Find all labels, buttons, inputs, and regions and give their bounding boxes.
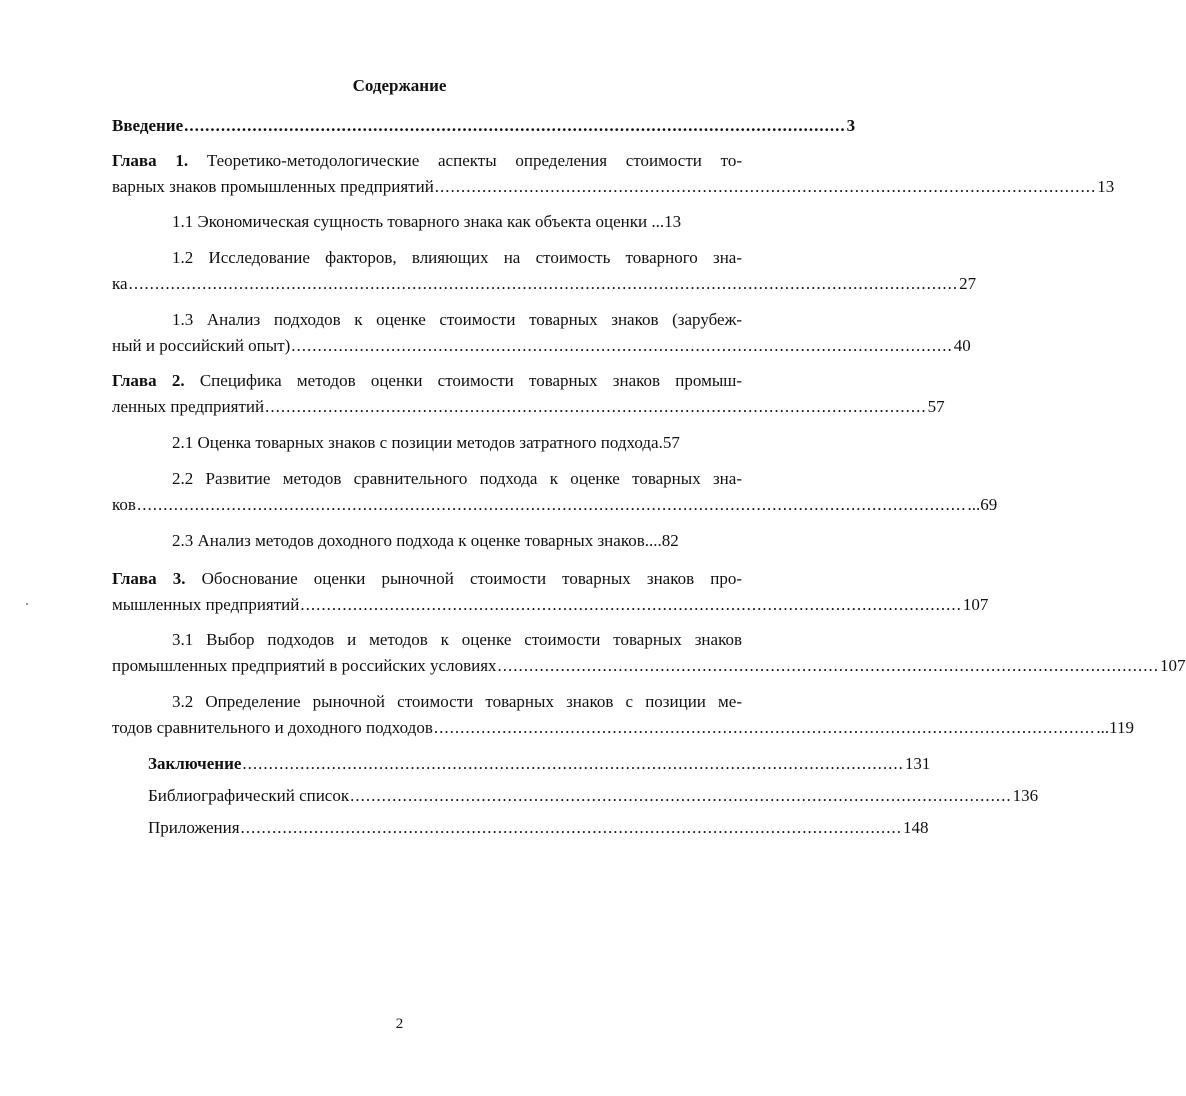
section-title-line2: ков (112, 495, 136, 514)
toc-leader-dots: .............................................................................................................................. (242, 754, 904, 773)
section-title-line2: промышленных предприятий в российских условиях (112, 656, 497, 675)
toc-entry-section-3-2 (172, 692, 742, 712)
toc-leader-dots: .............................................................................................................................. (434, 177, 1097, 196)
toc-leader-dots: .............................................................................................................................. (350, 786, 1012, 805)
toc-page-number: 40 (953, 336, 971, 355)
section-title-line2: ка (112, 274, 128, 293)
chapter-title-line1: Обоснование оценки рыночной стоимости товарных знаков про- (201, 569, 743, 588)
toc-entry-section-3-1 (172, 630, 742, 650)
section-title-line1: 1.2 Исследование факторов, влияющих на стоимость товарного зна- (172, 248, 742, 267)
toc-leader-dots: .............................................................................................................................. (497, 656, 1160, 675)
toc-entry-section-1-3 (172, 310, 742, 330)
toc-entry-section-2-1 (172, 433, 742, 453)
toc-page-number: 107 (1160, 656, 1186, 675)
toc-entry-section-1-1 (172, 212, 742, 232)
toc-entry-chapter-3-cont (112, 595, 989, 615)
chapter-label: Глава 2. (112, 371, 185, 390)
toc-label: Введение (112, 116, 184, 135)
chapter-title-line1: Теоретико-методологические аспекты определения стоимости то- (206, 151, 742, 170)
toc-leader-dots: .............................................................................................................................. (184, 116, 846, 135)
toc-entry-appendices (148, 818, 929, 838)
chapter-title-line2: ленных предприятий (112, 397, 265, 416)
chapter-title-line2: варных знаков промышленных предприятий (112, 177, 434, 196)
toc-entry-chapter-3 (112, 569, 742, 589)
toc-page-number: 136 (1012, 786, 1039, 805)
toc-page-number: 3 (846, 116, 856, 135)
toc-entry-section-1-2-cont (112, 274, 977, 294)
toc-leader-dots: .............................................................................................................................. (433, 718, 1096, 737)
toc-entry-introduction (112, 116, 856, 136)
section-title: 2.1 Оценка товарных знаков с позиции методов затратного подхода.57 (172, 433, 680, 452)
toc-label: Библиографический список (148, 786, 350, 805)
chapter-label: Глава 3. (112, 569, 186, 588)
section-title-line1: 2.2 Развитие методов сравнительного подхода к оценке товарных зна- (172, 469, 742, 488)
toc-entry-chapter-2 (112, 371, 742, 391)
page-number: 2 (395, 1016, 404, 1032)
section-title-line2: тодов сравнительного и доходного подходов (112, 718, 433, 737)
toc-page-number: 131 (904, 754, 931, 773)
section-title-line1: 1.3 Анализ подходов к оценке стоимости товарных знаков (зарубеж- (172, 310, 742, 329)
section-title-line1: 3.2 Определение рыночной стоимости товарных знаков с позиции ме- (172, 692, 742, 711)
toc-entry-chapter-2-cont (112, 397, 945, 417)
toc-page-number: 27 (959, 274, 977, 293)
toc-page-number: 107 (962, 595, 989, 614)
toc-page-number: ...69 (967, 495, 998, 514)
toc-label: Заключение (148, 754, 242, 773)
toc-entry-section-1-2 (172, 248, 742, 268)
toc-leader-dots: .............................................................................................................................. (291, 336, 953, 355)
toc-page-number: 13 (1097, 177, 1115, 196)
toc-entry-section-3-1-cont (112, 656, 1186, 676)
section-title-line1: 3.1 Выбор подходов и методов к оценке стоимости товарных знаков (172, 630, 742, 649)
section-title: 1.1 Экономическая сущность товарного знака как объекта оценки ...13 (172, 212, 682, 231)
toc-entry-chapter-1-cont (112, 177, 1115, 197)
chapter-title-line2: мышленных предприятий (112, 595, 300, 614)
toc-page-number: ...119 (1096, 718, 1134, 737)
toc-page-number: 57 (927, 397, 945, 416)
toc-leader-dots: .............................................................................................................................................................. (128, 274, 959, 293)
section-title: 2.3 Анализ методов доходного подхода к оценке товарных знаков....82 (172, 531, 679, 550)
scan-speck (26, 603, 28, 605)
toc-leader-dots: .............................................................................................................................. (300, 595, 962, 614)
section-title-line2: ный и российский опыт) (112, 336, 291, 355)
toc-entry-section-3-2-cont (112, 718, 1134, 738)
page-title: Содержание (352, 76, 447, 95)
toc-leader-dots: .............................................................................................................................. (265, 397, 927, 416)
toc-entry-section-2-3 (172, 531, 742, 551)
toc-leader-dots: .............................................................................................................................................................. (136, 495, 967, 514)
toc-entry-section-2-2 (172, 469, 742, 489)
chapter-title-line1: Специфика методов оценки стоимости товарных знаков промыш- (199, 371, 743, 390)
toc-leader-dots: .............................................................................................................................. (240, 818, 903, 837)
toc-label: Приложения (148, 818, 240, 837)
toc-page-number: 148 (903, 818, 929, 837)
chapter-label: Глава 1. (112, 151, 189, 170)
toc-entry-section-2-2-cont (112, 495, 998, 515)
toc-entry-section-1-3-cont (112, 336, 971, 356)
toc-entry-bibliography (148, 786, 1039, 806)
toc-entry-conclusion (148, 754, 931, 774)
toc-entry-chapter-1 (112, 151, 742, 171)
